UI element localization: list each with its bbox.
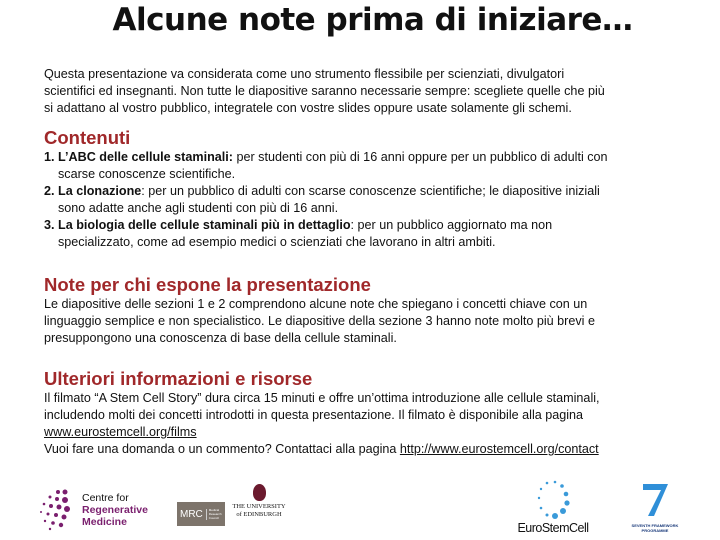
fp7-seven-icon — [640, 482, 670, 518]
logo-text: THE UNIVERSITY of EDINBURGH — [232, 503, 286, 518]
contact-link[interactable]: http://www.eurostemcell.org/contact — [399, 442, 599, 456]
text-line: si adattano al vostro pubblico, integratele con vostre slides oppure usate solamente gli schemi. — [44, 101, 572, 115]
logo-text: SEVENTH FRAMEWORK PROGRAMME — [631, 523, 679, 533]
logo-text: Medical Research Council — [208, 508, 222, 520]
text-line: includendo molti dei concetti introdotti in questa presentazione. Il filmato è disponibile alla pagina — [44, 408, 584, 422]
logo-text: Regenerative — [82, 504, 148, 516]
text-line: linguaggio semplice e non specialistico. Le diapositive della sezione 3 hanno note molto più brevi e — [44, 314, 595, 328]
list-item — [44, 217, 704, 251]
item-text: specializzato, come ad esempio medici o scienziati che lavorano in altri ambiti. — [58, 235, 496, 249]
fp7-logo — [627, 482, 683, 533]
intro-paragraph — [44, 66, 704, 117]
eurostemcell-dots-icon — [533, 480, 573, 520]
item-text: sono adatte anche agli studenti con più di 16 anni. — [58, 201, 339, 215]
mrc-logo — [177, 502, 225, 526]
text-line: scientifici ed insegnanti. Non tutte le diapositive saranno necessarie sempre: scegliete quelle che più — [44, 84, 605, 98]
films-link[interactable]: www.eurostemcell.org/films — [44, 425, 197, 439]
text-line: Le diapositive delle sezioni 1 e 2 comprendono alcune note che spiegano i concetti chiave con un — [44, 297, 588, 311]
slide-title: Alcune note prima di iniziare… — [112, 2, 633, 38]
item-text: : per un pubblico aggiornato ma non — [350, 218, 553, 232]
item-text: : per un pubblico di adulti con scarse conoscenze scientifiche; le diapositive iniziali — [141, 184, 600, 198]
item-title: 2. La clonazione — [44, 184, 142, 198]
list-item — [44, 149, 704, 183]
crm-logo-text — [82, 492, 148, 528]
item-text: scarse conoscenze scientifiche. — [58, 167, 236, 181]
item-text: per studenti con più di 16 anni oppure per un pubblico di adulti con — [232, 150, 608, 164]
contenuti-section — [44, 127, 704, 251]
eurostemcell-logo — [508, 480, 598, 535]
crm-logo-mark — [36, 488, 86, 532]
logo-text: Centre for — [82, 492, 129, 504]
item-title: 3. La biologia delle cellule staminali più in dettaglio — [44, 218, 351, 232]
item-title: 1. L’ABC delle cellule staminali: — [44, 150, 233, 164]
logo-text: Medicine — [82, 516, 127, 528]
list-item — [44, 183, 704, 217]
text-line: Vuoi fare una domanda o un commento? Contattaci alla pagina — [44, 442, 400, 456]
note-section — [44, 274, 704, 347]
text-line: Questa presentazione va considerata come uno strumento flessibile per scienziati, divulgatori — [44, 67, 565, 81]
text-line: Il filmato “A Stem Cell Story” dura circa 15 minuti e offre un’ottima introduzione alle cellule staminali, — [44, 391, 600, 405]
text-line: presuppongono una conoscenza di base della cellule staminali. — [44, 331, 397, 345]
edinburgh-logo — [228, 484, 290, 519]
note-heading: Note per chi espone la presentazione — [44, 274, 371, 295]
crest-icon — [253, 484, 266, 501]
logo-text: MRC — [177, 509, 207, 520]
risorse-section — [44, 368, 704, 458]
logo-text: EuroStemCell — [517, 521, 589, 535]
contenuti-heading: Contenuti — [44, 127, 131, 148]
risorse-heading: Ulteriori informazioni e risorse — [44, 368, 313, 389]
crm-dots-icon — [36, 488, 86, 532]
